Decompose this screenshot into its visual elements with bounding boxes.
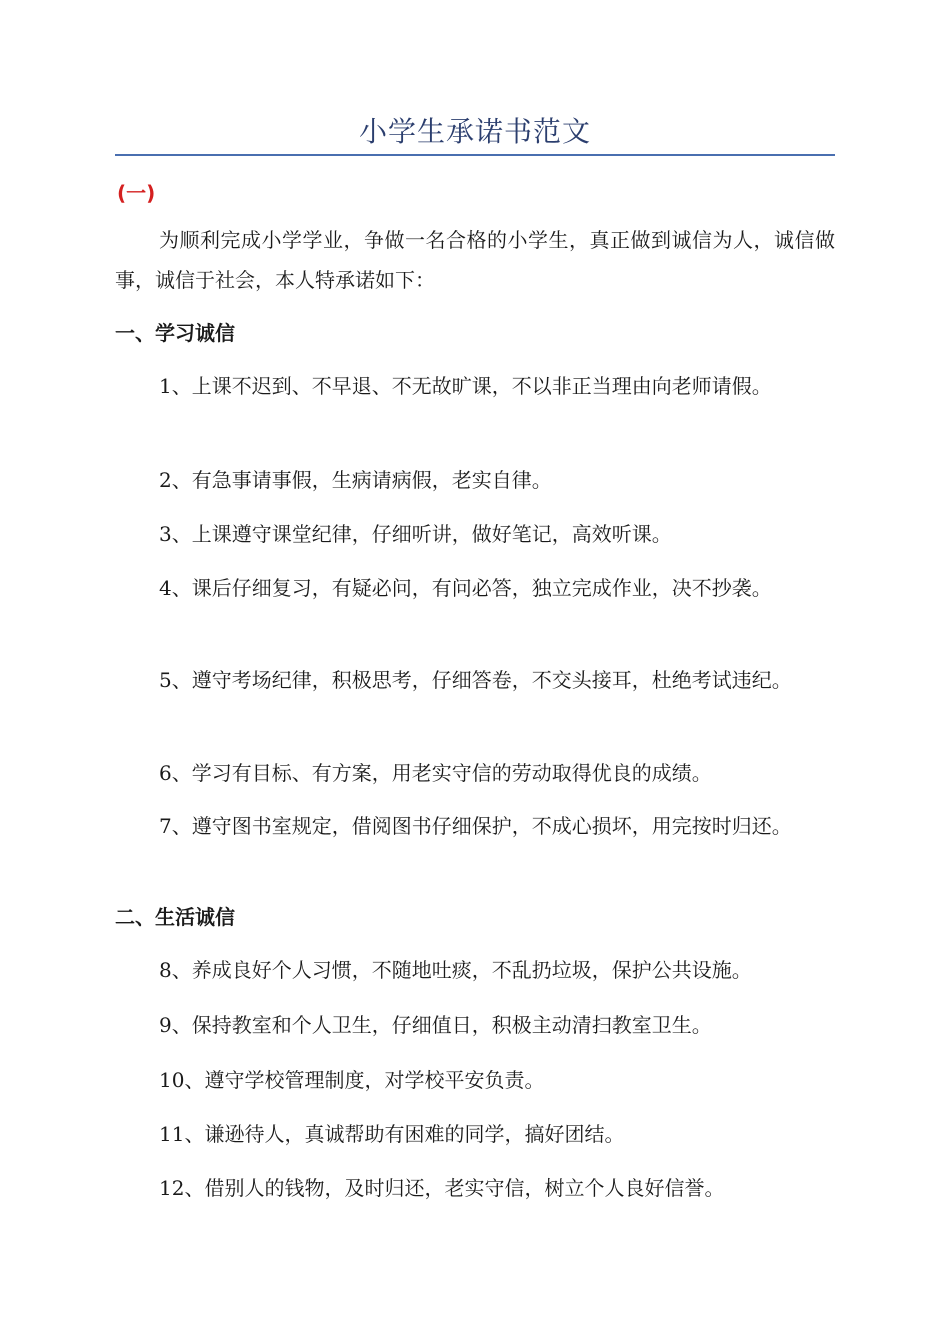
list-item: 2、有急事请事假，生病请病假，老实自律。 bbox=[159, 468, 552, 492]
heading-life-integrity: 二、生活诚信 bbox=[115, 905, 235, 929]
document-title: 小学生承诺书范文 bbox=[358, 115, 591, 148]
list-item: 12、借别人的钱物，及时归还，老实守信，树立个人良好信誉。 bbox=[159, 1176, 725, 1200]
list-item: 8、养成良好个人习惯，不随地吐痰，不乱扔垃圾，保护公共设施。 bbox=[159, 958, 752, 982]
list-item: 11、谦逊待人，真诚帮助有困难的同学，搞好团结。 bbox=[159, 1122, 625, 1146]
list-item: 7、遵守图书室规定，借阅图书仔细保护，不成心损坏，用完按时归还。 bbox=[159, 814, 792, 838]
list-item: 3、上课遵守课堂纪律，仔细听讲，做好笔记，高效听课。 bbox=[159, 522, 672, 546]
intro-paragraph: 为顺利完成小学学业，争做一名合格的小学生，真正做到诚信为人，诚信做事，诚信于社会，本人特承诺如下： bbox=[115, 228, 835, 292]
list-item: 5、遵守考场纪律，积极思考，仔细答卷，不交头接耳，杜绝考试违纪。 bbox=[159, 668, 792, 692]
heading-study-integrity: 一、学习诚信 bbox=[115, 321, 235, 345]
list-item: 9、保持教室和个人卫生，仔细值日，积极主动清扫教室卫生。 bbox=[159, 1013, 712, 1037]
list-item: 10、遵守学校管理制度，对学校平安负责。 bbox=[159, 1068, 545, 1092]
title-underline bbox=[115, 154, 835, 156]
list-item: 4、课后仔细复习，有疑必问，有问必答，独立完成作业，决不抄袭。 bbox=[159, 576, 772, 600]
list-item: 6、学习有目标、有方案，用老实守信的劳动取得优良的成绩。 bbox=[159, 761, 712, 785]
list-item: 1、上课不迟到、不早退、不无故旷课，不以非正当理由向老师请假。 bbox=[159, 374, 772, 398]
section-marker: (一) bbox=[117, 181, 156, 205]
